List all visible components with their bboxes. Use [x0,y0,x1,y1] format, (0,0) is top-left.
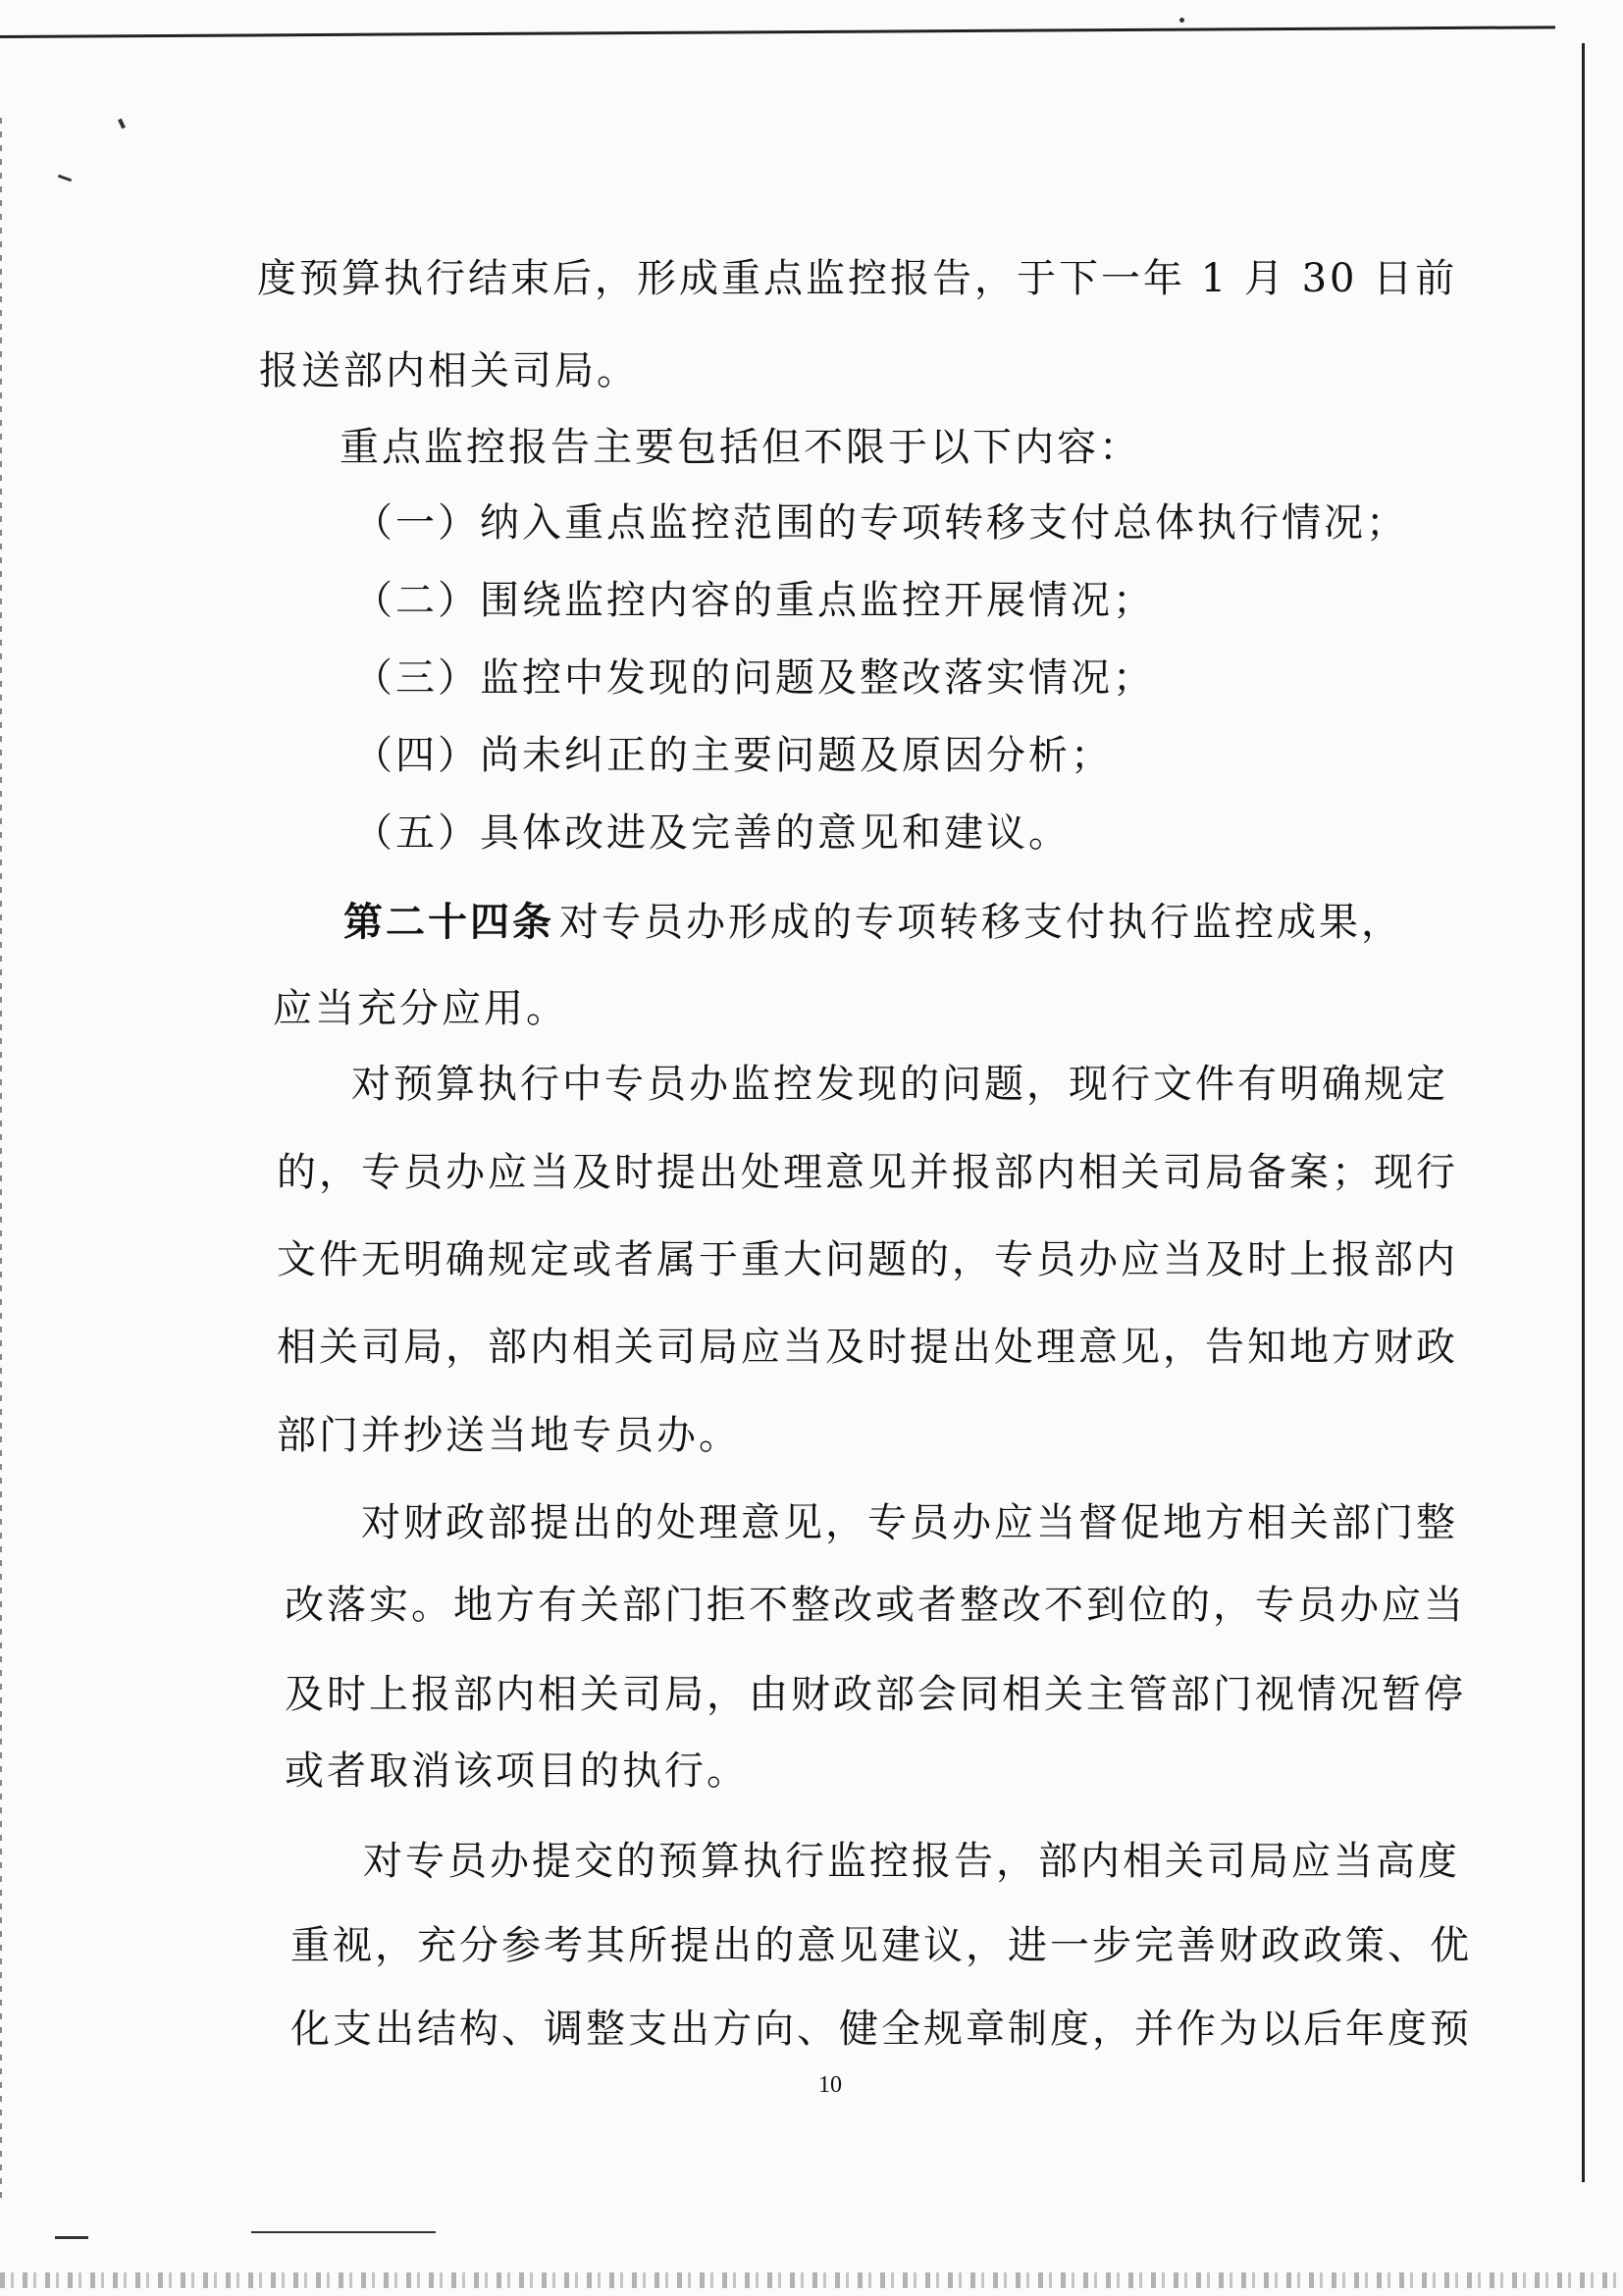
paragraph-line-14: 重视，充分参考其所提出的意见建议，进一步完善财政政策、优 [290,1923,1472,1968]
scan-bottom-noise [0,2272,1623,2288]
article-line-1: 对专员办形成的专项转移支付执行监控成果， [559,900,1403,945]
paragraph-line-1: 度预算执行结束后，形成重点监控报告，于下一年 1 月 30 日前 [257,256,1458,301]
list-item-3: （三）监控中发现的问题及整改落实情况； [353,655,1155,701]
paragraph-line-2: 报送部内相关司局。 [259,348,639,393]
list-item-5: （五）具体改进及完善的意见和建议。 [353,810,1071,856]
paragraph-line-8: 部门并抄送当地专员办。 [277,1413,741,1458]
paragraph-line-9: 对财政部提出的处理意见，专员办应当督促地方相关部门整 [361,1500,1458,1545]
paragraph-line-15: 化支出结构、调整支出方向、健全规章制度，并作为以后年度预 [290,2007,1472,2052]
article-line-2: 应当充分应用。 [273,986,568,1031]
paragraph-line-7: 相关司局，部内相关司局应当及时提出处理意见，告知地方财政 [277,1325,1458,1370]
scan-speck [118,119,126,130]
paragraph-line-4: 对预算执行中专员办监控发现的问题，现行文件有明确规定 [351,1062,1448,1107]
list-item-2: （二）围绕监控内容的重点监控开展情况； [353,578,1155,623]
paragraph-line-5: 的，专员办应当及时提出处理意见并报部内相关司局备案；现行 [277,1150,1458,1195]
paragraph-line-11: 及时上报部内相关司局，由财政部会同相关主管部门视情况暂停 [285,1672,1466,1717]
page-number: 10 [818,2072,842,2098]
list-item-1: （一）纳入重点监控范围的专项转移支付总体执行情况； [353,500,1408,546]
article-heading: 第二十四条 [343,900,554,945]
scan-left-edge-noise [0,118,2,2198]
scan-speck [58,175,72,183]
scan-speck [1179,18,1184,23]
paragraph-line-3: 重点监控报告主要包括但不限于以下内容： [340,425,1141,470]
scan-top-border [0,26,1555,38]
paragraph-line-10: 改落实。地方有关部门拒不整改或者整改不到位的，专员办应当 [285,1583,1466,1628]
scan-speck [251,2231,436,2233]
paragraph-line-6: 文件无明确规定或者属于重大问题的，专员办应当及时上报部内 [277,1237,1458,1282]
list-item-4: （四）尚未纠正的主要问题及原因分析； [353,733,1113,778]
scan-speck [55,2236,88,2239]
scan-right-border [1582,43,1585,2182]
paragraph-line-12: 或者取消该项目的执行。 [285,1748,749,1794]
paragraph-line-13: 对专员办提交的预算执行监控报告，部内相关司局应当高度 [363,1839,1460,1884]
